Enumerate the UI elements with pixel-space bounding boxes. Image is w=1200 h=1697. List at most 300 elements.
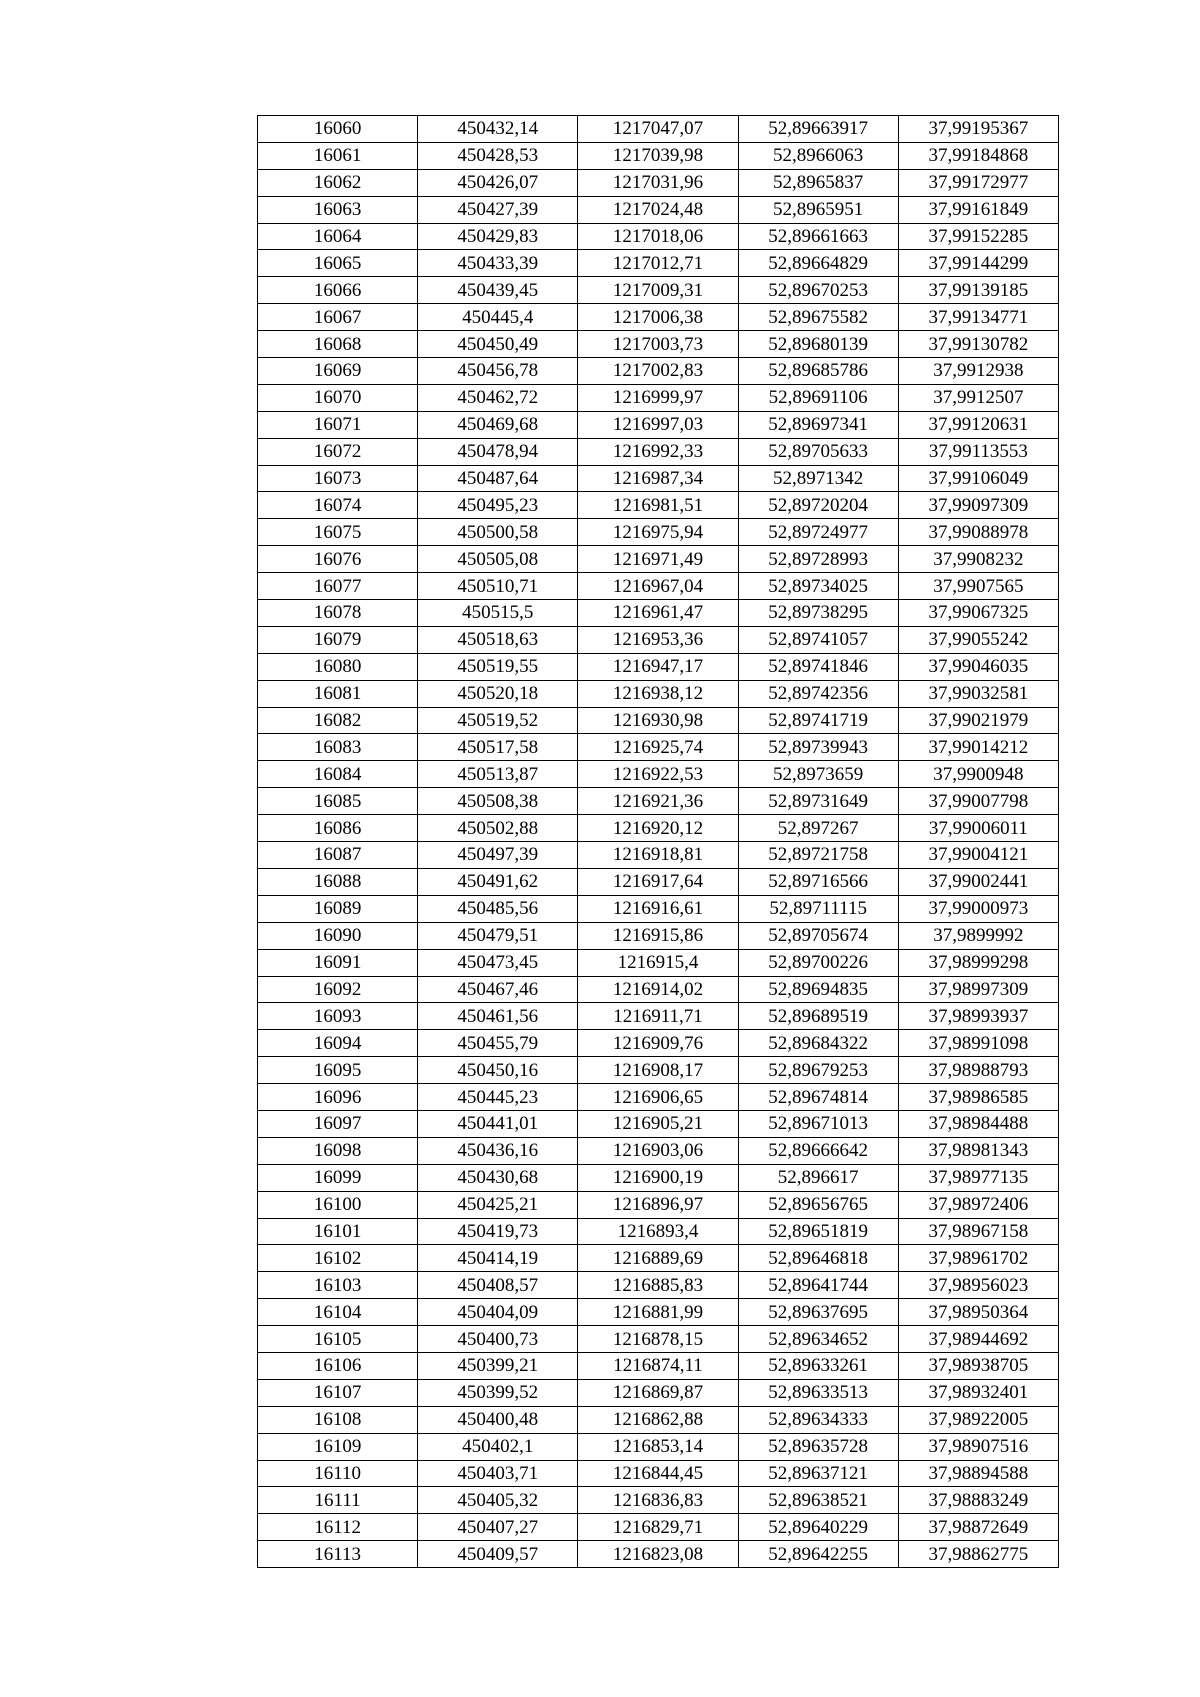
longitude-cell: 37,99152285 (898, 223, 1058, 250)
table-row (258, 626, 1059, 653)
latitude-cell: 52,89671013 (738, 1110, 898, 1137)
table-row (258, 438, 1059, 465)
longitude-cell: 37,9912938 (898, 358, 1058, 385)
latitude-cell: 52,89633513 (738, 1379, 898, 1406)
latitude-cell: 52,8965837 (738, 169, 898, 196)
x-coordinate-cell: 450473,45 (418, 949, 578, 976)
table-row (258, 761, 1059, 788)
point-number-cell: 16104 (258, 1299, 418, 1326)
table-row (258, 949, 1059, 976)
y-coordinate-cell: 1216905,21 (578, 1110, 738, 1137)
y-coordinate-cell: 1216836,83 (578, 1487, 738, 1514)
table-row (258, 1406, 1059, 1433)
longitude-cell: 37,99046035 (898, 653, 1058, 680)
latitude-cell: 52,89637695 (738, 1299, 898, 1326)
latitude-cell: 52,89738295 (738, 600, 898, 627)
y-coordinate-cell: 1216916,61 (578, 895, 738, 922)
y-coordinate-cell: 1216971,49 (578, 546, 738, 573)
point-number-cell: 16090 (258, 922, 418, 949)
point-number-cell: 16060 (258, 116, 418, 143)
x-coordinate-cell: 450409,57 (418, 1541, 578, 1568)
longitude-cell: 37,98862775 (898, 1541, 1058, 1568)
x-coordinate-cell: 450510,71 (418, 573, 578, 600)
table-row (258, 1110, 1059, 1137)
longitude-cell: 37,99134771 (898, 304, 1058, 331)
y-coordinate-cell: 1217031,96 (578, 169, 738, 196)
latitude-cell: 52,89716566 (738, 868, 898, 895)
table-row (258, 1245, 1059, 1272)
longitude-cell: 37,9907565 (898, 573, 1058, 600)
x-coordinate-cell: 450400,73 (418, 1326, 578, 1353)
table-row (258, 116, 1059, 143)
table-row (258, 331, 1059, 358)
point-number-cell: 16076 (258, 546, 418, 573)
y-coordinate-cell: 1216823,08 (578, 1541, 738, 1568)
y-coordinate-cell: 1216908,17 (578, 1057, 738, 1084)
latitude-cell: 52,89711115 (738, 895, 898, 922)
table-row (258, 1272, 1059, 1299)
table-row (258, 519, 1059, 546)
point-number-cell: 16107 (258, 1379, 418, 1406)
point-number-cell: 16061 (258, 142, 418, 169)
longitude-cell: 37,98950364 (898, 1299, 1058, 1326)
latitude-cell: 52,89691106 (738, 384, 898, 411)
table-row (258, 842, 1059, 869)
longitude-cell: 37,99055242 (898, 626, 1058, 653)
x-coordinate-cell: 450408,57 (418, 1272, 578, 1299)
point-number-cell: 16082 (258, 707, 418, 734)
x-coordinate-cell: 450491,62 (418, 868, 578, 895)
longitude-cell: 37,99106049 (898, 465, 1058, 492)
y-coordinate-cell: 1216878,15 (578, 1326, 738, 1353)
longitude-cell: 37,98991098 (898, 1030, 1058, 1057)
latitude-cell: 52,89721758 (738, 842, 898, 869)
longitude-cell: 37,98907516 (898, 1433, 1058, 1460)
point-number-cell: 16065 (258, 250, 418, 277)
longitude-cell: 37,98894588 (898, 1460, 1058, 1487)
y-coordinate-cell: 1216918,81 (578, 842, 738, 869)
latitude-cell: 52,89741846 (738, 653, 898, 680)
x-coordinate-cell: 450400,48 (418, 1406, 578, 1433)
y-coordinate-cell: 1216997,03 (578, 411, 738, 438)
table-row (258, 250, 1059, 277)
longitude-cell: 37,99002441 (898, 868, 1058, 895)
point-number-cell: 16064 (258, 223, 418, 250)
table-row (258, 1137, 1059, 1164)
longitude-cell: 37,99014212 (898, 734, 1058, 761)
table-row (258, 492, 1059, 519)
point-number-cell: 16091 (258, 949, 418, 976)
latitude-cell: 52,89739943 (738, 734, 898, 761)
y-coordinate-cell: 1216906,65 (578, 1084, 738, 1111)
latitude-cell: 52,89633261 (738, 1352, 898, 1379)
point-number-cell: 16084 (258, 761, 418, 788)
longitude-cell: 37,9899992 (898, 922, 1058, 949)
y-coordinate-cell: 1216896,97 (578, 1191, 738, 1218)
x-coordinate-cell: 450508,38 (418, 788, 578, 815)
table-row (258, 1030, 1059, 1057)
x-coordinate-cell: 450445,4 (418, 304, 578, 331)
y-coordinate-cell: 1217012,71 (578, 250, 738, 277)
latitude-cell: 52,89724977 (738, 519, 898, 546)
longitude-cell: 37,98993937 (898, 1003, 1058, 1030)
x-coordinate-cell: 450429,83 (418, 223, 578, 250)
longitude-cell: 37,98977135 (898, 1164, 1058, 1191)
longitude-cell: 37,98984488 (898, 1110, 1058, 1137)
table-row (258, 1433, 1059, 1460)
latitude-cell: 52,89641744 (738, 1272, 898, 1299)
point-number-cell: 16108 (258, 1406, 418, 1433)
point-number-cell: 16097 (258, 1110, 418, 1137)
y-coordinate-cell: 1216844,45 (578, 1460, 738, 1487)
y-coordinate-cell: 1216911,71 (578, 1003, 738, 1030)
y-coordinate-cell: 1216961,47 (578, 600, 738, 627)
latitude-cell: 52,89651819 (738, 1218, 898, 1245)
longitude-cell: 37,98932401 (898, 1379, 1058, 1406)
table-row (258, 815, 1059, 842)
table-row (258, 1299, 1059, 1326)
latitude-cell: 52,897267 (738, 815, 898, 842)
longitude-cell: 37,98938705 (898, 1352, 1058, 1379)
longitude-cell: 37,98997309 (898, 976, 1058, 1003)
x-coordinate-cell: 450456,78 (418, 358, 578, 385)
longitude-cell: 37,99032581 (898, 680, 1058, 707)
point-number-cell: 16072 (258, 438, 418, 465)
table-row (258, 922, 1059, 949)
x-coordinate-cell: 450455,79 (418, 1030, 578, 1057)
x-coordinate-cell: 450478,94 (418, 438, 578, 465)
point-number-cell: 16103 (258, 1272, 418, 1299)
point-number-cell: 16087 (258, 842, 418, 869)
table-row (258, 1352, 1059, 1379)
point-number-cell: 16073 (258, 465, 418, 492)
point-number-cell: 16063 (258, 196, 418, 223)
y-coordinate-cell: 1216874,11 (578, 1352, 738, 1379)
latitude-cell: 52,89741719 (738, 707, 898, 734)
latitude-cell: 52,8971342 (738, 465, 898, 492)
point-number-cell: 16080 (258, 653, 418, 680)
latitude-cell: 52,89720204 (738, 492, 898, 519)
y-coordinate-cell: 1216975,94 (578, 519, 738, 546)
longitude-cell: 37,9912507 (898, 384, 1058, 411)
table-row (258, 1084, 1059, 1111)
x-coordinate-cell: 450450,49 (418, 331, 578, 358)
y-coordinate-cell: 1216953,36 (578, 626, 738, 653)
longitude-cell: 37,99021979 (898, 707, 1058, 734)
x-coordinate-cell: 450427,39 (418, 196, 578, 223)
x-coordinate-cell: 450426,07 (418, 169, 578, 196)
x-coordinate-cell: 450461,56 (418, 1003, 578, 1030)
point-number-cell: 16081 (258, 680, 418, 707)
latitude-cell: 52,89642255 (738, 1541, 898, 1568)
table-row (258, 868, 1059, 895)
latitude-cell: 52,8965951 (738, 196, 898, 223)
latitude-cell: 52,89656765 (738, 1191, 898, 1218)
table-row (258, 1003, 1059, 1030)
table-row (258, 1057, 1059, 1084)
latitude-cell: 52,89661663 (738, 223, 898, 250)
longitude-cell: 37,99000973 (898, 895, 1058, 922)
x-coordinate-cell: 450519,55 (418, 653, 578, 680)
latitude-cell: 52,89663917 (738, 116, 898, 143)
y-coordinate-cell: 1216885,83 (578, 1272, 738, 1299)
longitude-cell: 37,99088978 (898, 519, 1058, 546)
point-number-cell: 16083 (258, 734, 418, 761)
table-row (258, 573, 1059, 600)
x-coordinate-cell: 450441,01 (418, 1110, 578, 1137)
longitude-cell: 37,99004121 (898, 842, 1058, 869)
point-number-cell: 16100 (258, 1191, 418, 1218)
x-coordinate-cell: 450479,51 (418, 922, 578, 949)
y-coordinate-cell: 1217009,31 (578, 277, 738, 304)
x-coordinate-cell: 450450,16 (418, 1057, 578, 1084)
longitude-cell: 37,99144299 (898, 250, 1058, 277)
y-coordinate-cell: 1216947,17 (578, 653, 738, 680)
longitude-cell: 37,98872649 (898, 1514, 1058, 1541)
point-number-cell: 16071 (258, 411, 418, 438)
table-row (258, 653, 1059, 680)
x-coordinate-cell: 450439,45 (418, 277, 578, 304)
point-number-cell: 16092 (258, 976, 418, 1003)
x-coordinate-cell: 450399,21 (418, 1352, 578, 1379)
point-number-cell: 16077 (258, 573, 418, 600)
y-coordinate-cell: 1217047,07 (578, 116, 738, 143)
point-number-cell: 16067 (258, 304, 418, 331)
longitude-cell: 37,98883249 (898, 1487, 1058, 1514)
x-coordinate-cell: 450436,16 (418, 1137, 578, 1164)
latitude-cell: 52,89675582 (738, 304, 898, 331)
point-number-cell: 16109 (258, 1433, 418, 1460)
point-number-cell: 16069 (258, 358, 418, 385)
longitude-cell: 37,98999298 (898, 949, 1058, 976)
y-coordinate-cell: 1217002,83 (578, 358, 738, 385)
table-row (258, 1487, 1059, 1514)
latitude-cell: 52,89634652 (738, 1326, 898, 1353)
longitude-cell: 37,99195367 (898, 116, 1058, 143)
table-row (258, 1514, 1059, 1541)
table-row (258, 734, 1059, 761)
point-number-cell: 16112 (258, 1514, 418, 1541)
table-row (258, 384, 1059, 411)
latitude-cell: 52,89697341 (738, 411, 898, 438)
y-coordinate-cell: 1216922,53 (578, 761, 738, 788)
x-coordinate-cell: 450414,19 (418, 1245, 578, 1272)
latitude-cell: 52,8973659 (738, 761, 898, 788)
point-number-cell: 16074 (258, 492, 418, 519)
longitude-cell: 37,99172977 (898, 169, 1058, 196)
x-coordinate-cell: 450495,23 (418, 492, 578, 519)
y-coordinate-cell: 1216992,33 (578, 438, 738, 465)
y-coordinate-cell: 1216893,4 (578, 1218, 738, 1245)
point-number-cell: 16106 (258, 1352, 418, 1379)
x-coordinate-cell: 450407,27 (418, 1514, 578, 1541)
x-coordinate-cell: 450517,58 (418, 734, 578, 761)
x-coordinate-cell: 450518,63 (418, 626, 578, 653)
latitude-cell: 52,89635728 (738, 1433, 898, 1460)
latitude-cell: 52,89728993 (738, 546, 898, 573)
latitude-cell: 52,89700226 (738, 949, 898, 976)
x-coordinate-cell: 450505,08 (418, 546, 578, 573)
y-coordinate-cell: 1216869,87 (578, 1379, 738, 1406)
latitude-cell: 52,89638521 (738, 1487, 898, 1514)
point-number-cell: 16075 (258, 519, 418, 546)
latitude-cell: 52,89640229 (738, 1514, 898, 1541)
latitude-cell: 52,89634333 (738, 1406, 898, 1433)
point-number-cell: 16062 (258, 169, 418, 196)
table-row (258, 1191, 1059, 1218)
table-row (258, 1379, 1059, 1406)
y-coordinate-cell: 1217018,06 (578, 223, 738, 250)
point-number-cell: 16110 (258, 1460, 418, 1487)
y-coordinate-cell: 1216889,69 (578, 1245, 738, 1272)
x-coordinate-cell: 450419,73 (418, 1218, 578, 1245)
coordinates-table (257, 115, 1059, 1568)
x-coordinate-cell: 450502,88 (418, 815, 578, 842)
latitude-cell: 52,89664829 (738, 250, 898, 277)
y-coordinate-cell: 1216981,51 (578, 492, 738, 519)
y-coordinate-cell: 1216920,12 (578, 815, 738, 842)
longitude-cell: 37,98961702 (898, 1245, 1058, 1272)
latitude-cell: 52,89680139 (738, 331, 898, 358)
latitude-cell: 52,896617 (738, 1164, 898, 1191)
latitude-cell: 52,89731649 (738, 788, 898, 815)
x-coordinate-cell: 450403,71 (418, 1460, 578, 1487)
y-coordinate-cell: 1217039,98 (578, 142, 738, 169)
y-coordinate-cell: 1217024,48 (578, 196, 738, 223)
point-number-cell: 16088 (258, 868, 418, 895)
y-coordinate-cell: 1217006,38 (578, 304, 738, 331)
y-coordinate-cell: 1216938,12 (578, 680, 738, 707)
longitude-cell: 37,9900948 (898, 761, 1058, 788)
latitude-cell: 52,89734025 (738, 573, 898, 600)
latitude-cell: 52,89670253 (738, 277, 898, 304)
point-number-cell: 16111 (258, 1487, 418, 1514)
longitude-cell: 37,98986585 (898, 1084, 1058, 1111)
y-coordinate-cell: 1216900,19 (578, 1164, 738, 1191)
y-coordinate-cell: 1216853,14 (578, 1433, 738, 1460)
latitude-cell: 52,89637121 (738, 1460, 898, 1487)
table-row (258, 1218, 1059, 1245)
table-row (258, 411, 1059, 438)
point-number-cell: 16089 (258, 895, 418, 922)
x-coordinate-cell: 450462,72 (418, 384, 578, 411)
latitude-cell: 52,89674814 (738, 1084, 898, 1111)
point-number-cell: 16098 (258, 1137, 418, 1164)
y-coordinate-cell: 1216915,86 (578, 922, 738, 949)
latitude-cell: 52,8966063 (738, 142, 898, 169)
x-coordinate-cell: 450515,5 (418, 600, 578, 627)
x-coordinate-cell: 450433,39 (418, 250, 578, 277)
longitude-cell: 37,98981343 (898, 1137, 1058, 1164)
x-coordinate-cell: 450405,32 (418, 1487, 578, 1514)
longitude-cell: 37,99006011 (898, 815, 1058, 842)
point-number-cell: 16066 (258, 277, 418, 304)
y-coordinate-cell: 1216915,4 (578, 949, 738, 976)
table-row (258, 304, 1059, 331)
table-row (258, 895, 1059, 922)
x-coordinate-cell: 450519,52 (418, 707, 578, 734)
y-coordinate-cell: 1216903,06 (578, 1137, 738, 1164)
table-row (258, 976, 1059, 1003)
latitude-cell: 52,89705633 (738, 438, 898, 465)
table-row (258, 707, 1059, 734)
longitude-cell: 37,98967158 (898, 1218, 1058, 1245)
x-coordinate-cell: 450445,23 (418, 1084, 578, 1111)
y-coordinate-cell: 1217003,73 (578, 331, 738, 358)
longitude-cell: 37,98956023 (898, 1272, 1058, 1299)
table-row (258, 196, 1059, 223)
table-row (258, 277, 1059, 304)
y-coordinate-cell: 1216914,02 (578, 976, 738, 1003)
latitude-cell: 52,89646818 (738, 1245, 898, 1272)
table-row (258, 1326, 1059, 1353)
table-row (258, 142, 1059, 169)
x-coordinate-cell: 450520,18 (418, 680, 578, 707)
x-coordinate-cell: 450500,58 (418, 519, 578, 546)
latitude-cell: 52,89694835 (738, 976, 898, 1003)
point-number-cell: 16068 (258, 331, 418, 358)
x-coordinate-cell: 450399,52 (418, 1379, 578, 1406)
point-number-cell: 16070 (258, 384, 418, 411)
longitude-cell: 37,9908232 (898, 546, 1058, 573)
longitude-cell: 37,98972406 (898, 1191, 1058, 1218)
x-coordinate-cell: 450402,1 (418, 1433, 578, 1460)
y-coordinate-cell: 1216999,97 (578, 384, 738, 411)
table-row (258, 1460, 1059, 1487)
y-coordinate-cell: 1216909,76 (578, 1030, 738, 1057)
x-coordinate-cell: 450428,53 (418, 142, 578, 169)
latitude-cell: 52,89685786 (738, 358, 898, 385)
latitude-cell: 52,89666642 (738, 1137, 898, 1164)
point-number-cell: 16078 (258, 600, 418, 627)
point-number-cell: 16085 (258, 788, 418, 815)
latitude-cell: 52,89689519 (738, 1003, 898, 1030)
x-coordinate-cell: 450485,56 (418, 895, 578, 922)
longitude-cell: 37,99120631 (898, 411, 1058, 438)
longitude-cell: 37,98922005 (898, 1406, 1058, 1433)
longitude-cell: 37,99067325 (898, 600, 1058, 627)
point-number-cell: 16086 (258, 815, 418, 842)
point-number-cell: 16079 (258, 626, 418, 653)
latitude-cell: 52,89684322 (738, 1030, 898, 1057)
x-coordinate-cell: 450467,46 (418, 976, 578, 1003)
longitude-cell: 37,98988793 (898, 1057, 1058, 1084)
y-coordinate-cell: 1216917,64 (578, 868, 738, 895)
coordinates-table-body (258, 116, 1059, 1568)
latitude-cell: 52,89742356 (738, 680, 898, 707)
x-coordinate-cell: 450425,21 (418, 1191, 578, 1218)
table-row (258, 1541, 1059, 1568)
table-row (258, 546, 1059, 573)
table-row (258, 223, 1059, 250)
longitude-cell: 37,99007798 (898, 788, 1058, 815)
table-row (258, 465, 1059, 492)
longitude-cell: 37,99097309 (898, 492, 1058, 519)
longitude-cell: 37,99130782 (898, 331, 1058, 358)
y-coordinate-cell: 1216930,98 (578, 707, 738, 734)
table-row (258, 169, 1059, 196)
latitude-cell: 52,89679253 (738, 1057, 898, 1084)
x-coordinate-cell: 450497,39 (418, 842, 578, 869)
x-coordinate-cell: 450404,09 (418, 1299, 578, 1326)
y-coordinate-cell: 1216921,36 (578, 788, 738, 815)
y-coordinate-cell: 1216987,34 (578, 465, 738, 492)
latitude-cell: 52,89705674 (738, 922, 898, 949)
latitude-cell: 52,89741057 (738, 626, 898, 653)
point-number-cell: 16095 (258, 1057, 418, 1084)
x-coordinate-cell: 450430,68 (418, 1164, 578, 1191)
y-coordinate-cell: 1216925,74 (578, 734, 738, 761)
